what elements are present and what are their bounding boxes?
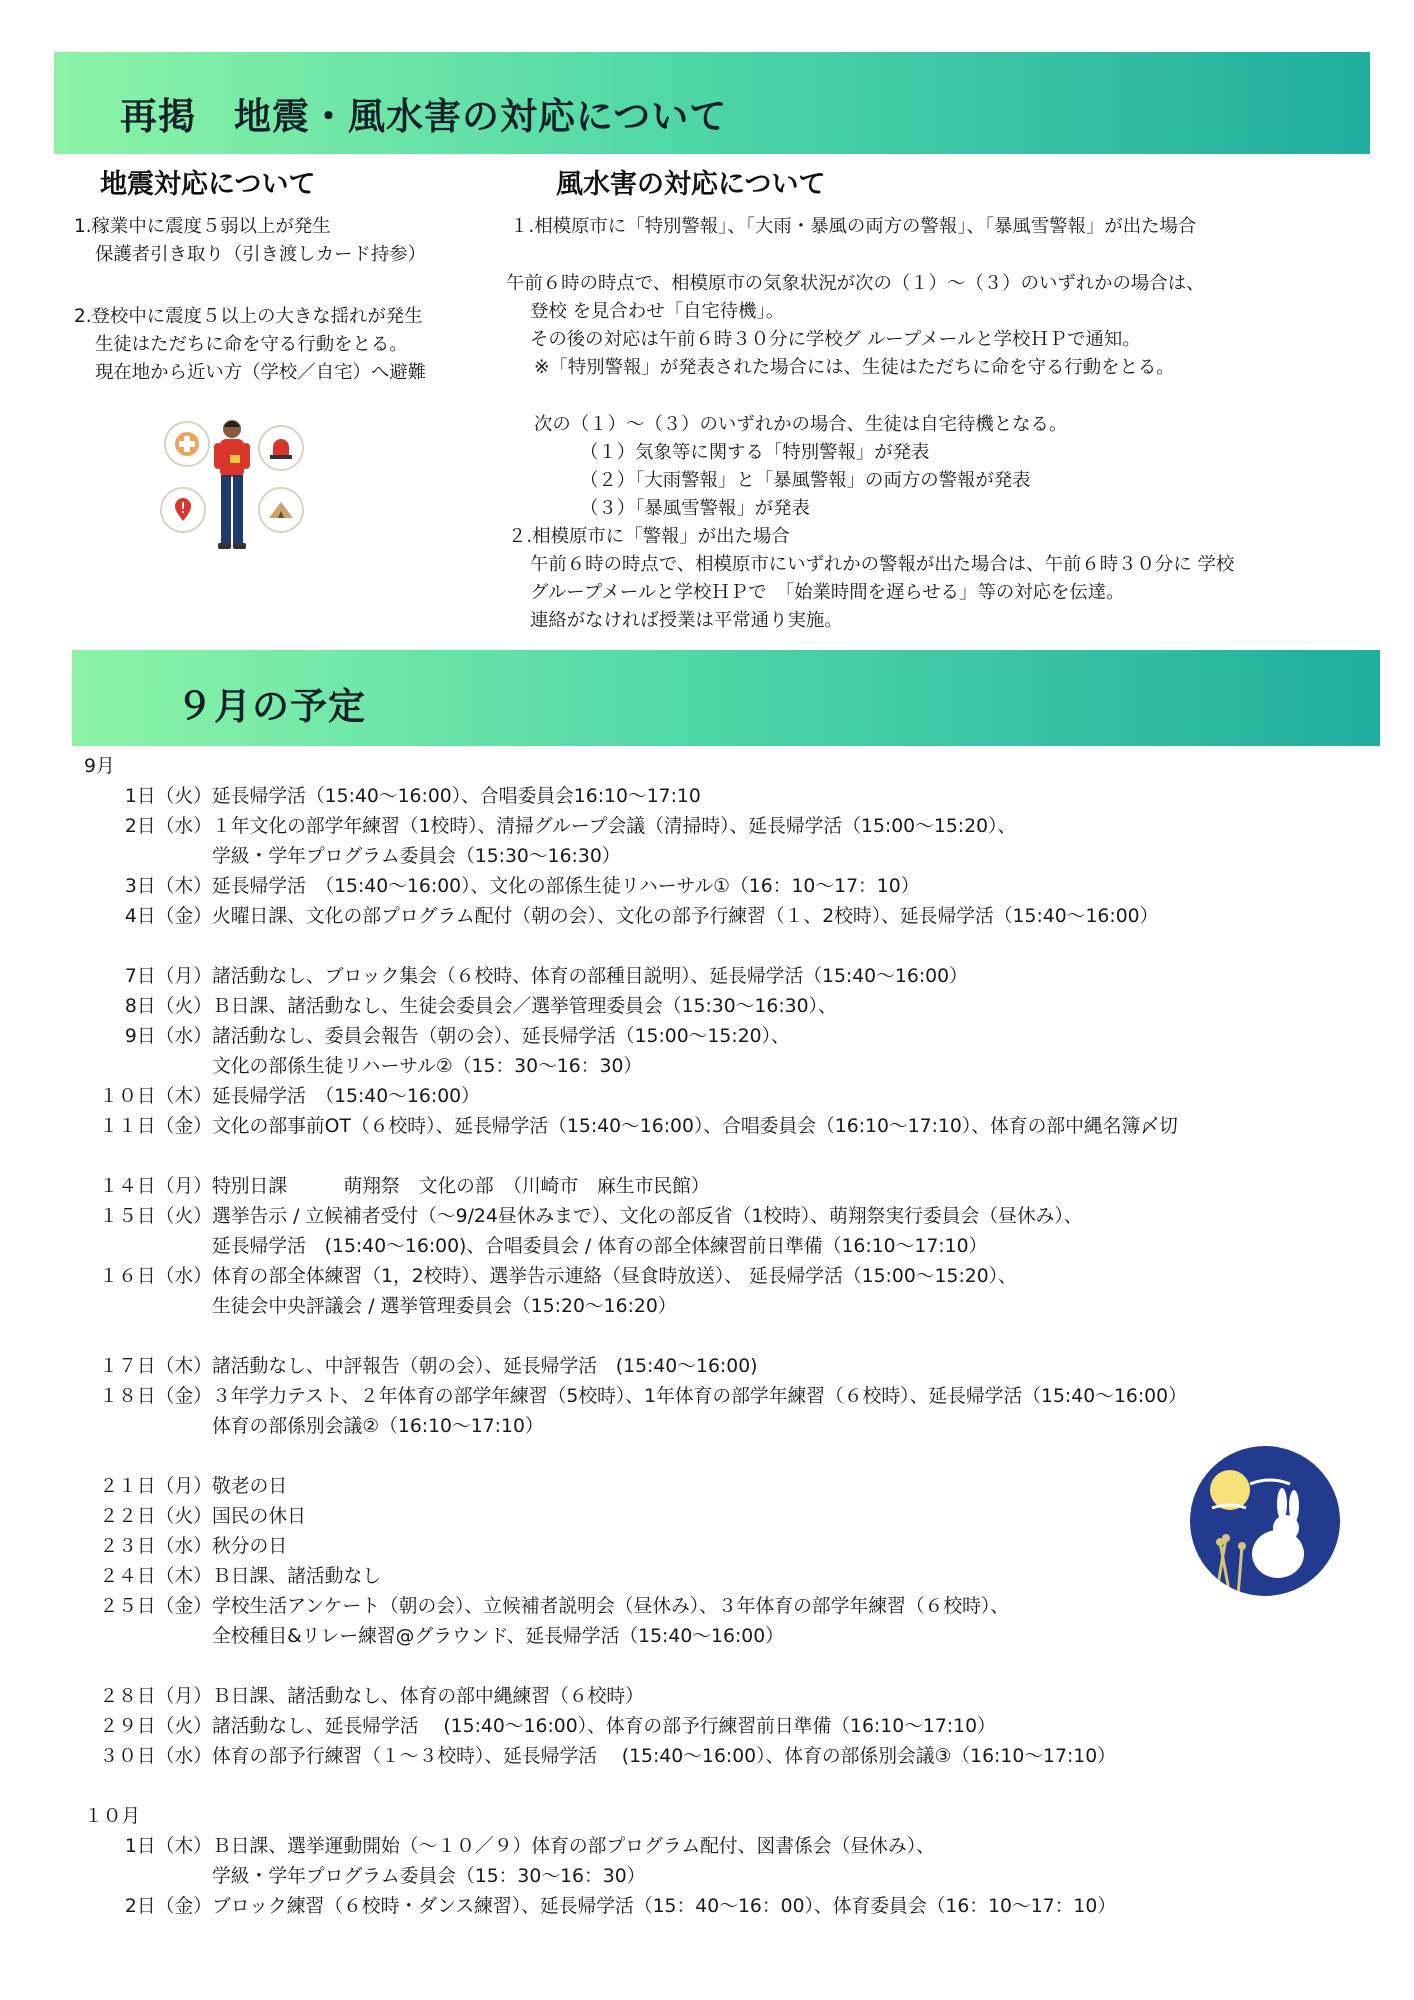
schedule-date: 8日（火）	[124, 996, 212, 1017]
schedule-title: ９月の予定	[176, 685, 366, 728]
schedule-text: Ｂ日課、諸活動なし、生徒会委員会／選挙管理委員会（15:30～16:30）、	[212, 996, 837, 1017]
schedule-date: 9日（水）	[124, 1026, 212, 1047]
schedule-date: １０日（木）	[99, 1086, 212, 1107]
person-figure	[202, 415, 262, 565]
schedule-row	[84, 1052, 642, 1082]
schedule-row	[84, 1892, 1116, 1922]
schedule-text: 選挙告示 / 立候補者受付（～9/24昼休みまで）、文化の部反省（1校時）、萌翔祭実行委員会（昼休み）、	[212, 1206, 1083, 1227]
schedule-row	[84, 902, 1158, 932]
schedule-date: ２８日（月）	[99, 1686, 212, 1707]
earthquake-line: 2.登校中に震度５以上の大きな揺れが発生	[74, 306, 423, 327]
schedule-row	[84, 872, 919, 902]
storm-line: （２）「大雨警報」と「暴風警報」の両方の警報が発表	[580, 470, 1031, 491]
storm-line: ２.相模原市に「警報」が出た場合	[508, 526, 790, 547]
schedule-text: 諸活動なし、延長帰学活 (15:40～16:00）、体育の部予行練習前日準備（16:10～17:10）	[212, 1716, 996, 1737]
schedule-text: 延長帰学活 （15:40～16:00）	[212, 1086, 480, 1107]
schedule-text: 文化の部事前OT（６校時）、延長帰学活（15:40～16:00）、合唱委員会（16:10～17:10）、体育の部中縄名簿〆切	[212, 1116, 1178, 1137]
schedule-text: 特別日課 萌翔祭 文化の部 （川崎市 麻生市民館）	[212, 1176, 710, 1197]
schedule-date: 1日（木）	[124, 1836, 212, 1857]
storm-line: 登校 を見合わせ「自宅待機」。	[530, 301, 785, 322]
schedule-date: 2日（金）	[124, 1896, 212, 1917]
schedule-date: ２１日（月）	[99, 1476, 212, 1497]
schedule-row	[84, 1592, 1009, 1622]
location-pin-icon	[160, 487, 206, 533]
earthquake-heading: 地震対応について	[100, 169, 316, 200]
schedule-text: 火曜日課、文化の部プログラム配付（朝の会）、文化の部予行練習（１、2校時）、延長帰学活（15:40～16:00）	[212, 906, 1159, 927]
schedule-row	[84, 1352, 757, 1382]
schedule-row	[84, 1712, 996, 1742]
storm-line: 連絡がなければ授業は平常通り実施。	[530, 610, 843, 631]
schedule-date: １４日（月）	[99, 1176, 212, 1197]
schedule-date: ２２日（火）	[99, 1506, 212, 1527]
schedule-text: ブロック練習（６校時・ダンス練習）、延長帰学活（15：40～16：00）、体育委員会（16：10～17：10）	[212, 1896, 1117, 1917]
schedule-text: 文化の部係生徒リハーサル②（15：30～16：30）	[212, 1056, 643, 1077]
schedule-text: Ｂ日課、諸活動なし、体育の部中縄練習（６校時）	[212, 1686, 644, 1707]
schedule-row	[84, 1472, 287, 1502]
schedule-date: ２３日（水）	[99, 1536, 212, 1557]
schedule-text: 国民の休日	[212, 1506, 306, 1527]
schedule-text: 諸活動なし、委員会報告（朝の会）、延長帰学活（15:00～15:20）、	[212, 1026, 790, 1047]
schedule-row	[84, 1832, 935, 1862]
schedule-date: ２５日（金）	[99, 1596, 212, 1617]
emergency-illustration	[158, 415, 308, 565]
schedule-row	[84, 1232, 987, 1262]
schedule-date: １７日（木）	[99, 1356, 212, 1377]
earthquake-line: 現在地から近い方（学校／自宅）へ避難	[95, 362, 427, 383]
schedule-row	[84, 812, 1016, 842]
schedule-row	[84, 1202, 1083, 1232]
schedule-banner	[72, 650, 1380, 746]
schedule-text: 学級・学年プログラム委員会（15:30～16:30）	[212, 846, 621, 867]
schedule-row	[84, 1622, 784, 1652]
schedule-date: １１日（金）	[99, 1116, 212, 1137]
storm-line: （１）気象等に関する「特別警報」が発表	[580, 442, 930, 463]
shelter-tent-icon	[258, 487, 304, 533]
schedule-row	[84, 1082, 480, 1112]
schedule-row	[84, 992, 837, 1022]
schedule-row	[84, 1172, 710, 1202]
header-banner	[54, 52, 1370, 154]
storm-line: ※「特別警報」が発表された場合には、生徒はただちに命を守る行動をとる。	[534, 357, 1175, 378]
schedule-row	[84, 1682, 644, 1712]
schedule-text: ３年学力テスト、２年体育の部学年練習（5校時）、1年体育の部学年練習（６校時）、延長帰学活（15:40～16:00）	[212, 1386, 1187, 1407]
month-label-october: １０月	[84, 1806, 141, 1827]
schedule-row	[84, 962, 968, 992]
page-title: 再掲 地震・風水害の対応について	[120, 95, 728, 138]
schedule-row	[84, 1742, 1116, 1772]
schedule-row	[84, 1292, 677, 1322]
schedule-row	[84, 842, 621, 872]
schedule-date: １８日（金）	[99, 1386, 212, 1407]
schedule-row	[84, 1262, 1017, 1292]
schedule-date: 2日（水）	[124, 816, 212, 837]
storm-line: 午前６時の時点で、相模原市の気象状況が次の（１）～（３）のいずれかの場合は、	[506, 273, 1205, 294]
schedule-text: 体育の部係別会議②（16:10～17:10）	[212, 1416, 544, 1437]
storm-line: 次の（１）～（３）のいずれかの場合、生徒は自宅待機となる。	[534, 414, 1068, 435]
schedule-text: 学校生活アンケート（朝の会）、立候補者説明会（昼休み）、３年体育の部学年練習（６校時）、	[212, 1596, 1010, 1617]
schedule-date: 3日（木）	[124, 876, 212, 897]
schedule-text: 全校種目&リレー練習@グラウンド、延長帰学活（15:40～16:00）	[212, 1626, 784, 1647]
schedule-date: 4日（金）	[124, 906, 212, 927]
schedule-row	[84, 1412, 544, 1442]
schedule-text: 延長帰学活（15:40～16:00）、合唱委員会16:10～17:10	[212, 786, 701, 807]
storm-line: その後の対応は午前６時３０分に学校グ ループメールと学校ＨＰで通知。	[530, 329, 1141, 350]
earthquake-line: 1.稼業中に震度５弱以上が発生	[74, 216, 331, 237]
siren-icon	[258, 425, 304, 471]
moon-rabbit-illustration	[1190, 1446, 1340, 1596]
schedule-row	[84, 1532, 287, 1562]
storm-line: グループメールと学校ＨＰで 「始業時間を遅らせる」等の対応を伝達。	[530, 582, 1125, 603]
storm-line: １.相模原市に「特別警報」、「大雨・暴風の両方の警報」、「暴風雪警報」が出た場合	[510, 216, 1197, 237]
schedule-text: 延長帰学活 (15:40～16:00)、合唱委員会 / 体育の部全体練習前日準備（16:10～17:10）	[212, 1236, 988, 1257]
schedule-date: １５日（火）	[99, 1206, 212, 1227]
schedule-date: １６日（水）	[99, 1266, 212, 1287]
schedule-row	[84, 1382, 1187, 1412]
schedule-row	[84, 1862, 645, 1892]
storm-line: （３）「暴風雪警報」が発表	[580, 498, 810, 519]
schedule-date: ３０日（水）	[99, 1746, 212, 1767]
earthquake-line: 生徒はただちに命を守る行動をとる。	[95, 334, 408, 355]
schedule-text: 秋分の日	[212, 1536, 288, 1557]
schedule-text: 延長帰学活 （15:40～16:00）、文化の部係生徒リハーサル①（16：10～17：10）	[212, 876, 920, 897]
schedule-text: 諸活動なし、中評報告（朝の会）、延長帰学活 (15:40～16:00)	[212, 1356, 758, 1377]
schedule-text: 体育の部予行練習（１～３校時）、延長帰学活 (15:40～16:00）、体育の部係別会議③（16:10～17:10）	[212, 1746, 1116, 1767]
earthquake-line: 保護者引き取り（引き渡しカード持参）	[95, 244, 427, 265]
schedule-text: 諸活動なし、ブロック集会（６校時、体育の部種目説明）、延長帰学活（15:40～16:00）	[212, 966, 968, 987]
schedule-text: Ｂ日課、諸活動なし	[212, 1566, 382, 1587]
schedule-text: Ｂ日課、選挙運動開始（～１０／９）体育の部プログラム配付、図書係会（昼休み）、	[212, 1836, 935, 1857]
schedule-text: 生徒会中央評議会 / 選挙管理委員会（15:20～16:20）	[212, 1296, 677, 1317]
schedule-date: ２４日（木）	[99, 1566, 212, 1587]
schedule-text: 敬老の日	[212, 1476, 288, 1497]
schedule-row	[84, 1562, 381, 1592]
month-label-september: 9月	[84, 756, 115, 777]
schedule-row	[84, 1112, 1178, 1142]
storm-heading: 風水害の対応について	[556, 169, 826, 200]
schedule-date: 7日（月）	[124, 966, 212, 987]
schedule-row	[84, 782, 701, 812]
schedule-text: １年文化の部学年練習（1校時）、清掃グループ会議（清掃時）、延長帰学活（15:00～15:20）、	[212, 816, 1017, 837]
schedule-text: 学級・学年プログラム委員会（15：30～16：30）	[212, 1866, 646, 1887]
schedule-row	[84, 1022, 790, 1052]
storm-line: 午前６時の時点で、相模原市にいずれかの警報が出た場合は、午前６時３０分に 学校	[530, 554, 1235, 575]
schedule-date: 1日（火）	[124, 786, 212, 807]
schedule-text: 体育の部全体練習（1，2校時）、選挙告示連絡（昼食時放送）、 延長帰学活（15:00～15:20）、	[212, 1266, 1017, 1287]
schedule-date: ２９日（火）	[99, 1716, 212, 1737]
schedule-row	[84, 1502, 306, 1532]
